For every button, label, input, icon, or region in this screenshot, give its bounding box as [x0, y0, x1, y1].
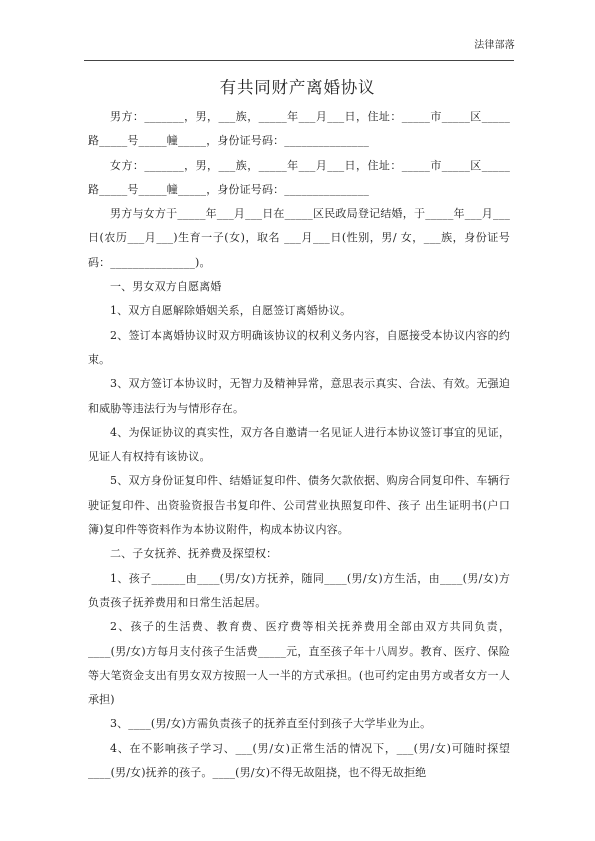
clause-paragraph: 4、为保证协议的真实性，双方各自邀请一名见证人进行本协议签订事宜的见证，见证人有权持有该协议。 [88, 425, 510, 464]
document-title: 有共同财产离婚协议 [219, 78, 376, 97]
header-source-label: 法律部落 [474, 40, 515, 51]
clause-paragraph: 1、双方自愿解除婚姻关系，自愿签订离婚协议。 [110, 304, 352, 318]
marriage-info-paragraph: 男方与女方于_____年___月___日在_____区民政局登记结婚，于_____年___月___日(农历___月___)生育一子(女)，取名 ___月___日(性别，男/ 女，___族，身份证号码：_______________)。 [88, 207, 510, 269]
section-heading: 二、子女抚养、抚养费及探望权： [110, 547, 278, 561]
clause-paragraph: 1、孩子______由____(男/女)方抚养，随同____(男/女)方生活，由____(男/女)方负责孩子抚养费用和日常生活起居。 [88, 571, 510, 609]
clause-paragraph: 2、孩子的生活费、教育费、医疗费等相关抚养费用全部由双方共同负责，____(男/女)方每月支付孩子生活费_____元，直至孩子年十八周岁。教育、医疗、保险等大笔资金支出有男女双方按照一人一半的方式承担。(也可约定由男方或者女方一人承担) [88, 620, 510, 707]
clause-paragraph: 3、____(男/女)方需负责孩子的抚养直至付到孩子大学毕业为止。 [110, 717, 432, 731]
header-divider [84, 60, 514, 61]
clause-paragraph: 2、签订本离婚协议时双方明确该协议的权利义务内容，自愿接受本协议内容的约束。 [88, 328, 510, 366]
party-female-paragraph: 女方：_______，男，___族，_____年___月___日，住址：_____市_____区_____路_____号_____幢_____，身份证号码：_______________ [88, 158, 510, 196]
clause-paragraph: 5、双方身份证复印件、结婚证复印件、债务欠款依据、购房合同复印件、车辆行驶证复印件、出资验资报告书复印件、公司营业执照复印件、孩子 出生证明书(户口簿)复印件等资料作为本协议附件，构成本协议内容。 [88, 474, 510, 537]
clause-paragraph: 4、在不影响孩子学习、___(男/女)正常生活的情况下，___(男/女)可随时探望____(男/女)抚养的孩子。____(男/女)不得无故阻挠，也不得无故拒绝 [88, 741, 510, 780]
clause-paragraph: 3、双方签订本协议时，无智力及精神异常，意思表示真实、合法、有效。无强迫和威胁等违法行为与情形存在。 [88, 377, 510, 415]
document-body [88, 105, 510, 785]
section-heading: 一、男女双方自愿离婚 [110, 280, 222, 294]
party-male-paragraph: 男方：_______，男，___族，_____年___月___日，住址：_____市_____区_____路_____号_____幢_____，身份证号码：_______________ [88, 110, 510, 148]
